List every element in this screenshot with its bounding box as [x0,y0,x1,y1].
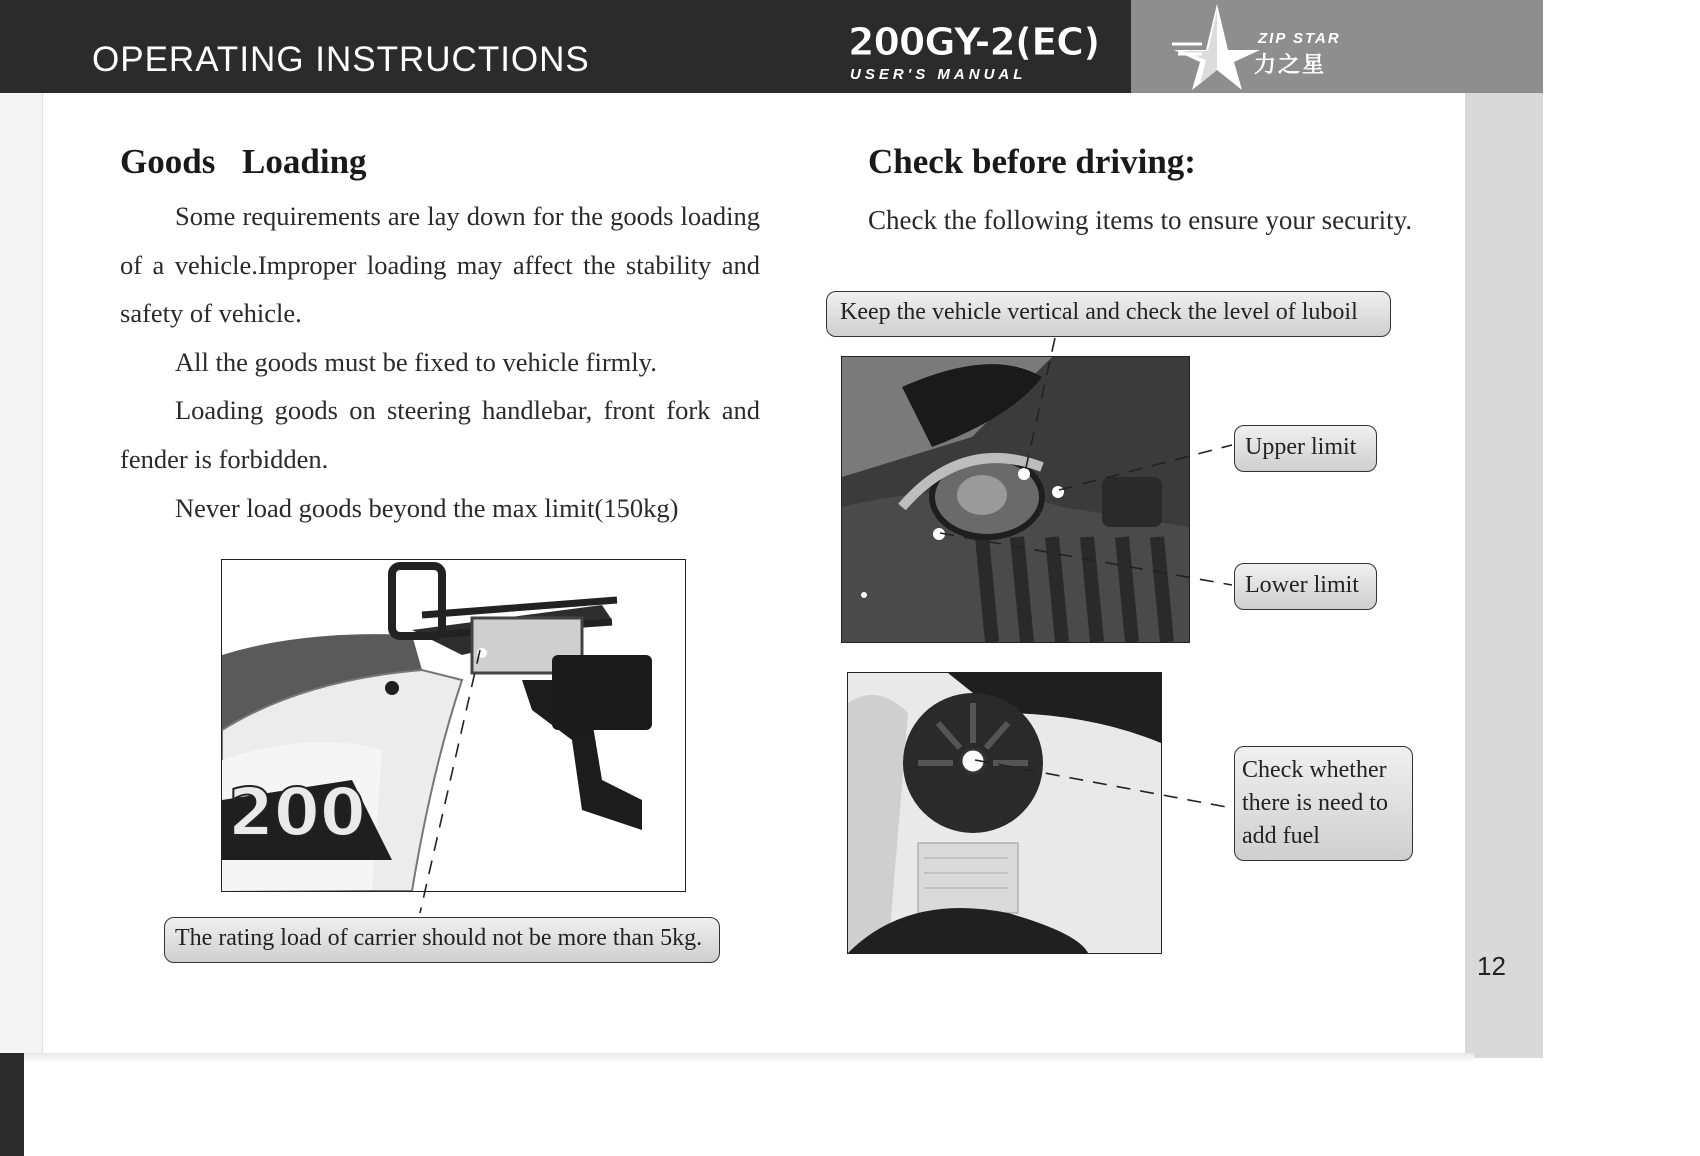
carrier-photo [221,559,686,892]
page-number: 12 [1477,951,1506,981]
goods-paragraph-4: Never load goods beyond the max limit(150kg) [175,492,679,523]
engine-oil-illustration [842,357,1189,642]
upper-limit-callout: Upper limit [1234,425,1377,472]
check-before-driving-heading: Check before driving: [868,142,1196,181]
fuel-tank-photo [847,672,1162,954]
goods-paragraph-1: Some requirements are lay down for the goods loading of a vehicle.Improper loading may affect the stability and safety of vehicle. [120,201,760,329]
goods-loading-body [120,192,760,532]
section-title: OPERATING INSTRUCTIONS [92,40,590,79]
rear-carrier-illustration [222,560,685,891]
page-bottom-shadow [24,1053,1474,1063]
fuel-tank-illustration [848,673,1161,953]
manual-label: USER'S MANUAL [850,66,1027,83]
goods-paragraph-2: All the goods must be fixed to vehicle firmly. [175,346,657,377]
page-left-edge [0,93,43,1053]
check-intro-text: Check the following items to ensure your security. [868,205,1413,235]
goods-paragraph-3: Loading goods on steering handlebar, front fork and fender is forbidden. [120,395,760,474]
brand-name-cn: 力之星 [1254,53,1327,78]
goods-loading-heading: Goods Loading [120,142,367,181]
model-name: 200GY-2(EC) [848,20,1100,64]
page-left-shadow [0,1053,24,1156]
photo-decal-text: 200 [228,774,366,851]
page-right-band [1465,93,1543,1058]
fuel-check-callout: Check whether there is need to add fuel [1234,746,1413,861]
lower-limit-callout: Lower limit [1234,563,1377,610]
oil-level-photo [841,356,1190,643]
zip-star-logo-icon [1172,4,1262,90]
carrier-load-callout: The rating load of carrier should not be more than 5kg. [164,917,720,963]
luboil-callout: Keep the vehicle vertical and check the level of luboil [826,291,1391,337]
brand-name-en: ZIP STAR [1258,30,1341,47]
